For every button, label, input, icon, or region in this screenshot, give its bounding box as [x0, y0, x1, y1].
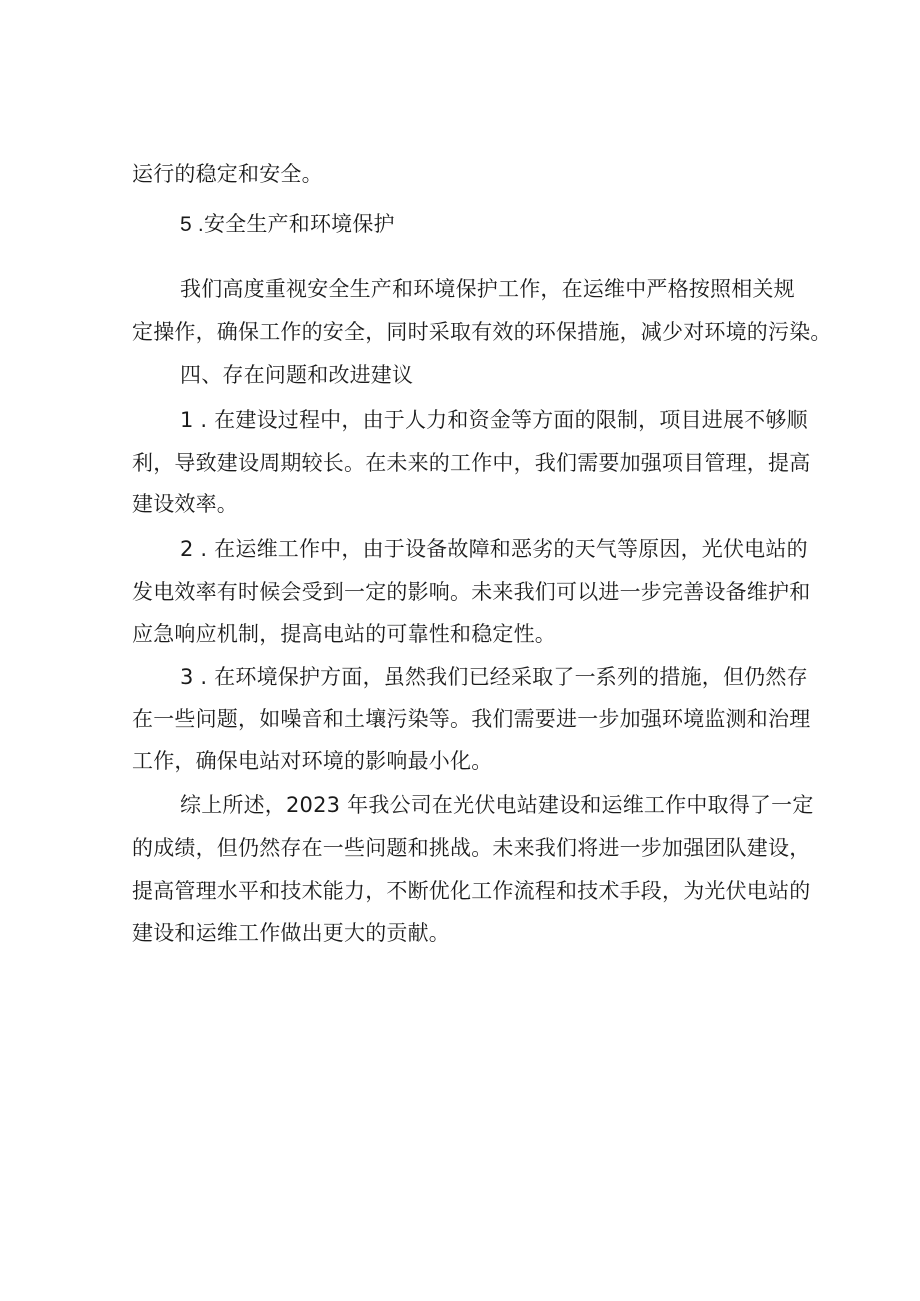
- text-line: 3 . 在环境保护方面，虽然我们已经采取了一系列的措施，但仍然存: [180, 665, 808, 689]
- text-line: 建设和运维工作做出更大的贡献。: [132, 921, 450, 945]
- text-line: 利，导致建设周期较长。在未来的工作中，我们需要加强项目管理，提高: [132, 451, 811, 475]
- text-line: 运行的稳定和安全。: [132, 162, 323, 186]
- section-heading: 四、存在问题和改进建议: [180, 363, 414, 387]
- text-line: 发电效率有时候会受到一定的影响。未来我们可以进一步完善设备维护和: [132, 580, 811, 604]
- text-line: 2 . 在运维工作中，由于设备故障和恶劣的天气等原因，光伏电站的: [180, 537, 808, 561]
- text-line: 建设效率。: [132, 492, 238, 516]
- text-line: 我们高度重视安全生产和环境保护工作，在运维中严格按照相关规: [180, 277, 795, 301]
- text-line: 提高管理水平和技术能力，不断优化工作流程和技术手段，为光伏电站的: [132, 879, 811, 903]
- section-heading: 5 .安全生产和环境保护: [180, 213, 395, 236]
- text-line: 综上所述，2023 年我公司在光伏电站建设和运维工作中取得了一定: [180, 793, 814, 817]
- text-line: 1 . 在建设过程中，由于人力和资金等方面的限制，项目进展不够顺: [180, 408, 808, 432]
- text-line: 的成绩，但仍然存在一些问题和挑战。未来我们将进一步加强团队建设，: [132, 836, 811, 860]
- text-line: 在一些问题，如噪音和土壤污染等。我们需要进一步加强环境监测和治理: [132, 707, 811, 731]
- text-line: 工作，确保电站对环境的影响最小化。: [132, 749, 493, 773]
- text-line: 应急响应机制，提高电站的可靠性和稳定性。: [132, 622, 556, 646]
- text-line: 定操作，确保工作的安全，同时采取有效的环保措施，减少对环境的污染。: [132, 320, 832, 344]
